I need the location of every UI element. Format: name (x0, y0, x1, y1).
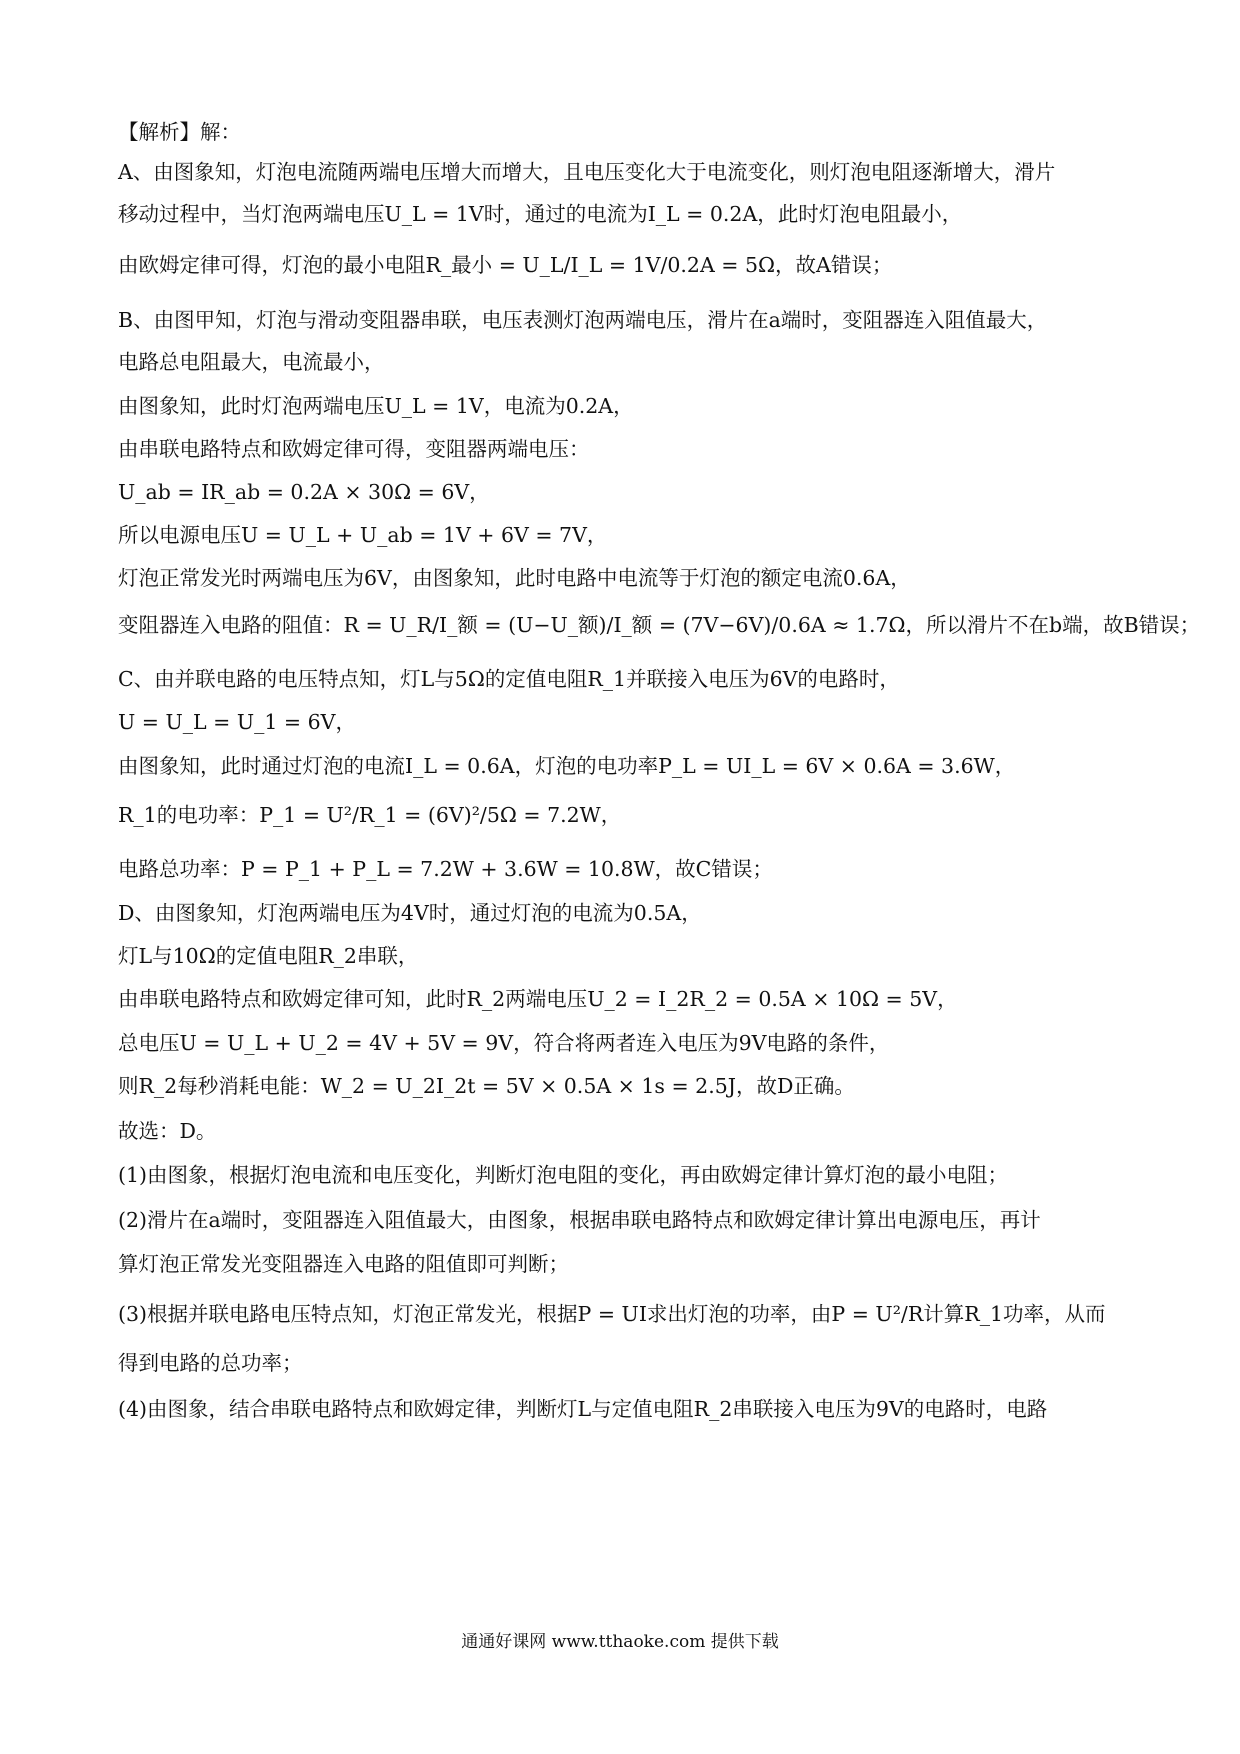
text-line: C、由并联电路的电压特点知，灯L与5Ω的定值电阻R_1并联接入电压为6V的电路时， (118, 667, 900, 691)
text-line: 电路总功率：P = P_1 + P_L = 7.2W + 3.6W = 10.8W，故C错误； (118, 857, 773, 881)
text-line: 由欧姆定律可得，灯泡的最小电阻R_最小 = U_L/I_L = 1V/0.2A = 5Ω，故A错误； (118, 253, 893, 277)
text-line: 电路总电阻最大，电流最小， (118, 350, 385, 374)
text-line: 灯L与10Ω的定值电阻R_2串联， (118, 944, 419, 968)
text-line: 灯泡正常发光时两端电压为6V，由图象知，此时电路中电流等于灯泡的额定电流0.6A， (118, 566, 911, 590)
text-line: 由串联电路特点和欧姆定律可得，变阻器两端电压： (118, 437, 590, 461)
text-line: 由图象知，此时灯泡两端电压U_L = 1V，电流为0.2A， (118, 394, 634, 418)
text-line: (2)滑片在a端时，变阻器连入阻值最大，由图象，根据串联电路特点和欧姆定律计算出电源电压，再计 (118, 1208, 1041, 1232)
text-line: (4)由图象，结合串联电路特点和欧姆定律，判断灯L与定值电阻R_2串联接入电压为9V的电路时，电路 (118, 1397, 1048, 1421)
text-line: 则R_2每秒消耗电能：W_2 = U_2I_2t = 5V × 0.5A × 1s = 2.5J，故D正确。 (118, 1074, 855, 1098)
text-line: 由图象知，此时通过灯泡的电流I_L = 0.6A，灯泡的电功率P_L = UI_L = 6V × 0.6A = 3.6W， (118, 754, 1016, 778)
text-line: R_1的电功率：P_1 = U²/R_1 = (6V)²/5Ω = 7.2W， (118, 803, 622, 827)
text-line: D、由图象知，灯泡两端电压为4V时，通过灯泡的电流为0.5A， (118, 901, 702, 925)
text-line: 所以电源电压U = U_L + U_ab = 1V + 6V = 7V， (118, 523, 608, 547)
text-line: 总电压U = U_L + U_2 = 4V + 5V = 9V，符合将两者连入电压为9V电路的条件， (118, 1031, 890, 1055)
footer-watermark: 通通好课网 www.tthaoke.com 提供下载 (461, 1632, 779, 1652)
text-line: 得到电路的总功率； (118, 1351, 303, 1375)
text-line: 故选：D。 (118, 1119, 217, 1143)
text-line: (1)由图象，根据灯泡电流和电压变化，判断灯泡电阻的变化，再由欧姆定律计算灯泡的最小电阻； (118, 1163, 1009, 1187)
text-line: B、由图甲知，灯泡与滑动变阻器串联，电压表测灯泡两端电压，滑片在a端时，变阻器连入阻值最大， (118, 308, 1048, 332)
text-line: 移动过程中，当灯泡两端电压U_L = 1V时，通过的电流为I_L = 0.2A，此时灯泡电阻最小， (118, 202, 963, 226)
text-line: 【解析】解： (118, 120, 241, 144)
text-line: 由串联电路特点和欧姆定律可知，此时R_2两端电压U_2 = I_2R_2 = 0.5A × 10Ω = 5V， (118, 987, 958, 1011)
text-line: 变阻器连入电路的阻值：R = U_R/I_额 = (U−U_额)/I_额 = (7V−6V)/0.6A ≈ 1.7Ω，所以滑片不在b端，故B错误； (118, 613, 1201, 637)
text-line: U_ab = IR_ab = 0.2A × 30Ω = 6V， (118, 480, 490, 504)
text-line: A、由图象知，灯泡电流随两端电压增大而增大，且电压变化大于电流变化，则灯泡电阻逐渐增大，滑片 (118, 160, 1056, 184)
text-line: 算灯泡正常发光变阻器连入电路的阻值即可判断； (118, 1252, 569, 1276)
text-line: U = U_L = U_1 = 6V， (118, 710, 356, 734)
text-line: (3)根据并联电路电压特点知，灯泡正常发光，根据P = UI求出灯泡的功率，由P = U²/R计算R_1功率，从而 (118, 1302, 1106, 1326)
